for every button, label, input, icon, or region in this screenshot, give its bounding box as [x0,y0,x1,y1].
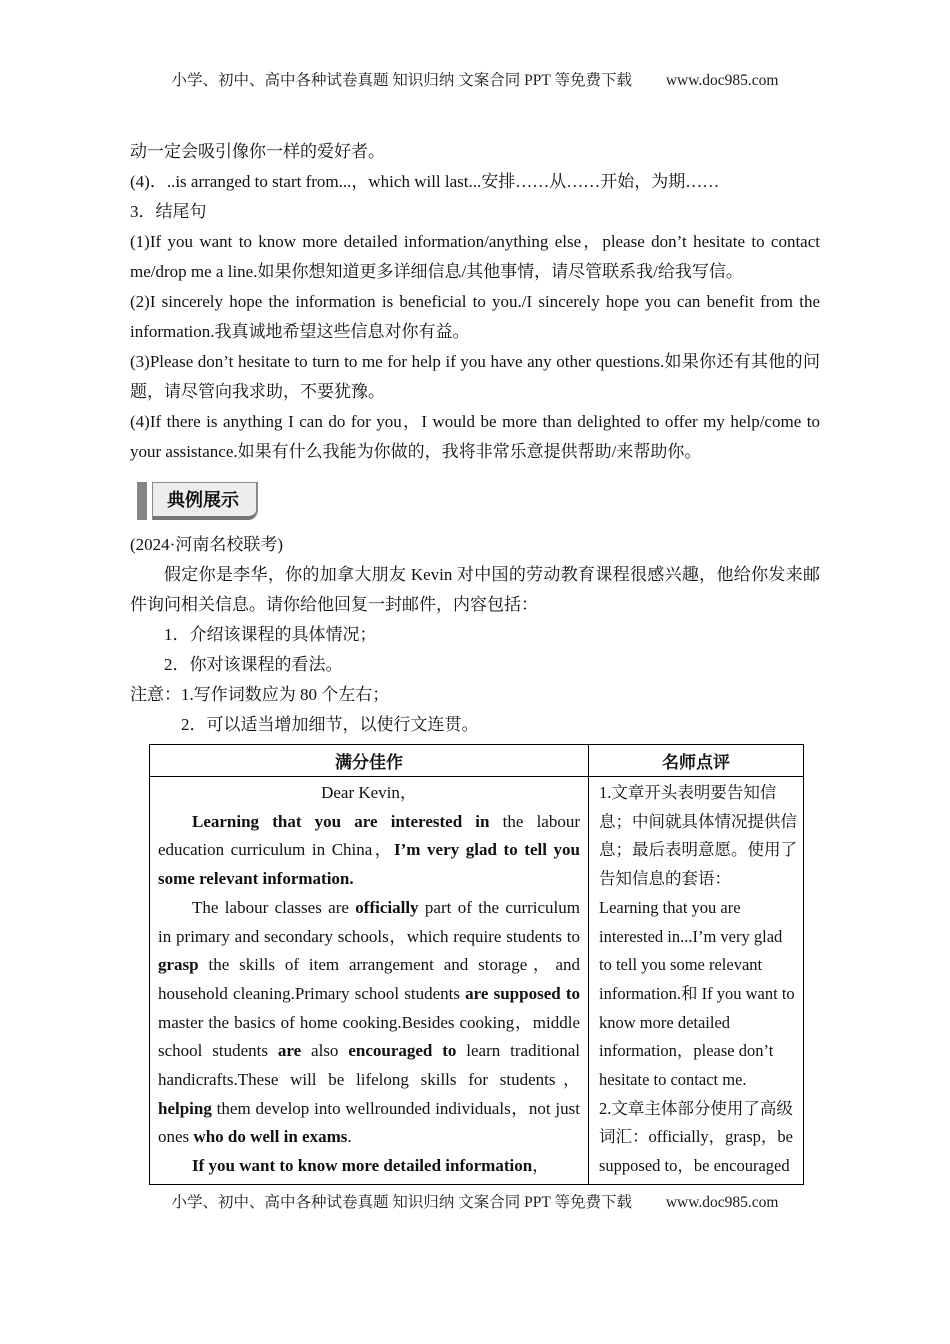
essay-salutation: Dear Kevin， [321,783,417,802]
comment-paragraph: 2.文章主体部分使用了高级词汇：officially，grasp，be supposed to，be encouraged [599,1098,793,1176]
page-footer [0,1190,950,1212]
section-title: 典例展示 [152,482,258,520]
column-header-essay: 满分佳作 [150,745,589,777]
body-paragraph: 动一定会吸引像你一样的爱好者。 [130,142,385,161]
body-paragraph: (3)Please don’t hesitate to turn to me for help if you have any other questions.如果你还有其他的问题，请尽管向我求助，不要犹豫。 [130,352,820,401]
exam-source-suffix: ) [277,535,283,554]
body-paragraph: 3．结尾句 [130,202,207,221]
column-header-comments: 名师点评 [589,745,804,777]
section-header [137,482,820,520]
exam-source [130,530,820,560]
header-text: 小学、初中、高中各种试卷真题 知识归纳 文案合同 PPT 等免费下载 [171,72,632,89]
prompt-item: 2．你对该课程的看法。 [164,655,343,674]
table-row [150,777,804,1185]
exam-source-prefix: (2024·河南名校 [130,535,244,554]
page-content [130,137,820,1185]
essay-paragraph: Learning that you are interested in the labour education curriculum in China，I’m very glad to tell you some relevant information. [158,811,580,889]
essay-paragraph: The labour classes are officially part of the curriculum in primary and secondary schools，which require students to grasp the skills of item arrangement and storage，and household cleaning.Primary school students are supposed to master the basics of home cooking.Besides cooking，middle school students are also encouraged to learn traditional handicrafts.These will be lifelong skills for students，helping them develop into wellrounded individuals，not just ones who do well in exams. [158,897,581,1147]
prompt-note: 注意：1.写作词数应为 80 个左右； [130,685,390,704]
body-paragraph: (2)I sincerely hope the information is beneficial to you./I sincerely hope you can benefit from the information.我真诚地希望这些信息对你有益。 [130,292,820,341]
body-paragraph: (4)．..is arranged to start from...，which will last...安排……从……开始，为期…… [130,172,720,191]
body-paragraph: (4)If there is anything I can do for you，I would be more than delighted to offer my help/come to your assistance.如果有什么我能为你做的，我将非常乐意提供帮助/来帮助你。 [130,412,820,461]
prompt-item: 1．介绍该课程的具体情况； [164,625,377,644]
page-header [0,68,950,90]
footer-text: 小学、初中、高中各种试卷真题 知识归纳 文案合同 PPT 等免费下载 [171,1194,632,1211]
body-paragraph: (1)If you want to know more detailed information/anything else，please don’t hesitate to contact me/drop me a line.如果你想知道更多详细信息/其他事情，请尽管联系我/给我写信。 [130,232,820,281]
comment-paragraph: 1.文章开头表明要告知信息；中间就具体情况提供信息；最后表明意愿。使用了告知信息的套语： [599,783,797,889]
essay-paragraph: If you want to know more detailed information， [192,1156,550,1176]
essay-cell [150,777,589,1185]
comment-paragraph: Learning that you are interested in...I’m very glad to tell you some relevant information.和 If you want to know more detailed information，please don’t hesitate to contact me. [599,897,795,1090]
section-accent-bar [137,482,147,520]
essay-table [149,744,804,1185]
essay-table-body [150,777,804,1185]
table-header-row [150,745,804,777]
header-url: www.doc985.com [665,72,779,89]
prompt-note: 2．可以适当增加细节，以使行文连贯。 [181,715,479,734]
prompt-intro: 假定你是李华，你的加拿大朋友 Kevin 对中国的劳动教育课程很感兴趣，他给你发来邮件询问相关信息。请你给他回复一封邮件，内容包括： [130,565,820,614]
essay-table-head [150,745,804,777]
comments-cell [589,777,804,1185]
exam-source-bold: 联考 [243,535,278,554]
footer-url: www.doc985.com [665,1194,779,1211]
